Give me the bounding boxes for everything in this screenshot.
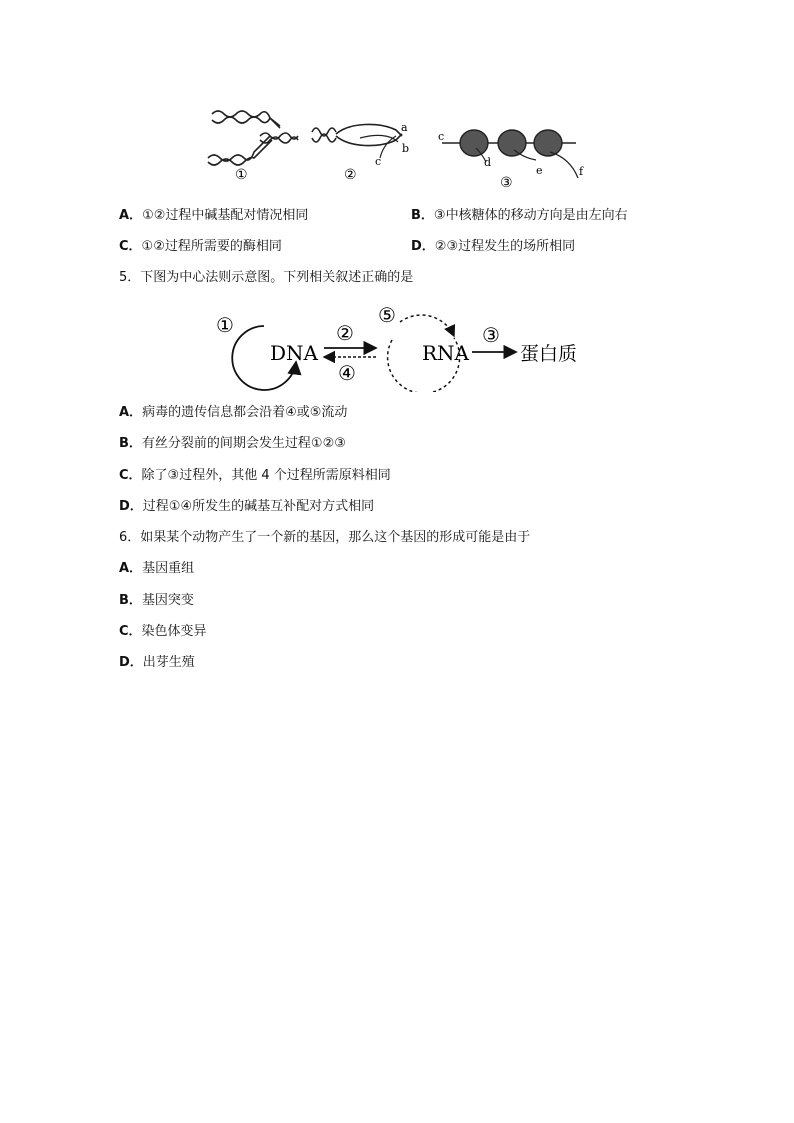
q6-option-d bbox=[119, 655, 195, 671]
q5-option-b bbox=[119, 436, 346, 452]
q4-option-c bbox=[119, 239, 282, 255]
option-text: ③中核糖体的移动方向是由左向右 bbox=[433, 208, 628, 223]
panel-2-letter-b: b bbox=[402, 142, 410, 155]
option-text: 有丝分裂前的间期会发生过程①②③ bbox=[141, 436, 346, 451]
dna-label: DNA bbox=[270, 341, 318, 365]
option-label: A． bbox=[119, 208, 143, 223]
option-label: C． bbox=[119, 624, 142, 639]
figure-replication-transcription-translation bbox=[200, 100, 600, 192]
option-label: B． bbox=[119, 436, 142, 451]
panel-3-letter-d: d bbox=[484, 156, 492, 169]
option-label: D． bbox=[119, 655, 143, 670]
q5-stem: 5．下图为中心法则示意图。下列相关叙述正确的是 bbox=[119, 270, 414, 285]
option-text: ②③过程发生的场所相同 bbox=[434, 239, 576, 254]
q4-option-d bbox=[411, 239, 575, 255]
central-dogma-diagram bbox=[210, 300, 600, 392]
label-2: ② bbox=[336, 321, 354, 345]
option-label: D． bbox=[119, 499, 143, 514]
panel-2-number: ② bbox=[344, 167, 357, 183]
option-text: 出芽生殖 bbox=[142, 655, 195, 670]
option-text: ①②过程所需要的酶相同 bbox=[141, 239, 282, 254]
label-4: ④ bbox=[338, 361, 356, 385]
option-text: 基因突变 bbox=[141, 593, 194, 608]
panel-2-transcription bbox=[312, 124, 402, 158]
q5-option-a bbox=[119, 405, 347, 421]
panel-3-letter-c: c bbox=[438, 130, 445, 143]
panel-3-letter-f: f bbox=[579, 165, 584, 178]
option-text: 除了③过程外，其他 4 个过程所需原料相同 bbox=[141, 468, 391, 483]
q6-stem: 6．如果某个动物产生了一个新的基因，那么这个基因的形成可能是由于 bbox=[119, 530, 531, 545]
option-label: A． bbox=[119, 405, 143, 420]
q4-option-a bbox=[119, 208, 308, 224]
q6-option-c bbox=[119, 624, 207, 640]
option-text: ①②过程中碱基配对情况相同 bbox=[142, 208, 309, 223]
q6-option-a bbox=[119, 561, 194, 577]
rna-label: RNA bbox=[422, 341, 470, 365]
option-label: D． bbox=[411, 239, 435, 254]
panel-2-letter-c: c bbox=[375, 155, 382, 168]
q5-option-d bbox=[119, 499, 374, 515]
q4-option-b bbox=[411, 208, 628, 224]
option-text: 基因重组 bbox=[142, 561, 195, 576]
option-text: 病毒的遗传信息都会沿着④或⑤流动 bbox=[142, 405, 348, 420]
option-label: C． bbox=[119, 468, 142, 483]
q5-option-c bbox=[119, 468, 391, 484]
label-3: ③ bbox=[482, 323, 500, 347]
option-label: B． bbox=[411, 208, 434, 223]
label-5: ⑤ bbox=[378, 303, 396, 327]
option-text: 过程①④所发生的碱基互补配对方式相同 bbox=[142, 499, 375, 514]
panel-2-letter-a: a bbox=[401, 121, 408, 134]
option-label: A． bbox=[119, 561, 143, 576]
option-label: B． bbox=[119, 593, 142, 608]
panel-3-number: ③ bbox=[500, 175, 513, 191]
panel-3-letter-e: e bbox=[536, 164, 543, 177]
panel-3-translation bbox=[442, 130, 578, 178]
option-label: C． bbox=[119, 239, 142, 254]
protein-label: 蛋白质 bbox=[520, 343, 578, 365]
panel-1-replication bbox=[208, 111, 298, 165]
q6-option-b bbox=[119, 593, 194, 609]
label-1: ① bbox=[216, 313, 234, 337]
option-text: 染色体变异 bbox=[141, 624, 207, 639]
panel-1-number: ① bbox=[235, 167, 248, 183]
